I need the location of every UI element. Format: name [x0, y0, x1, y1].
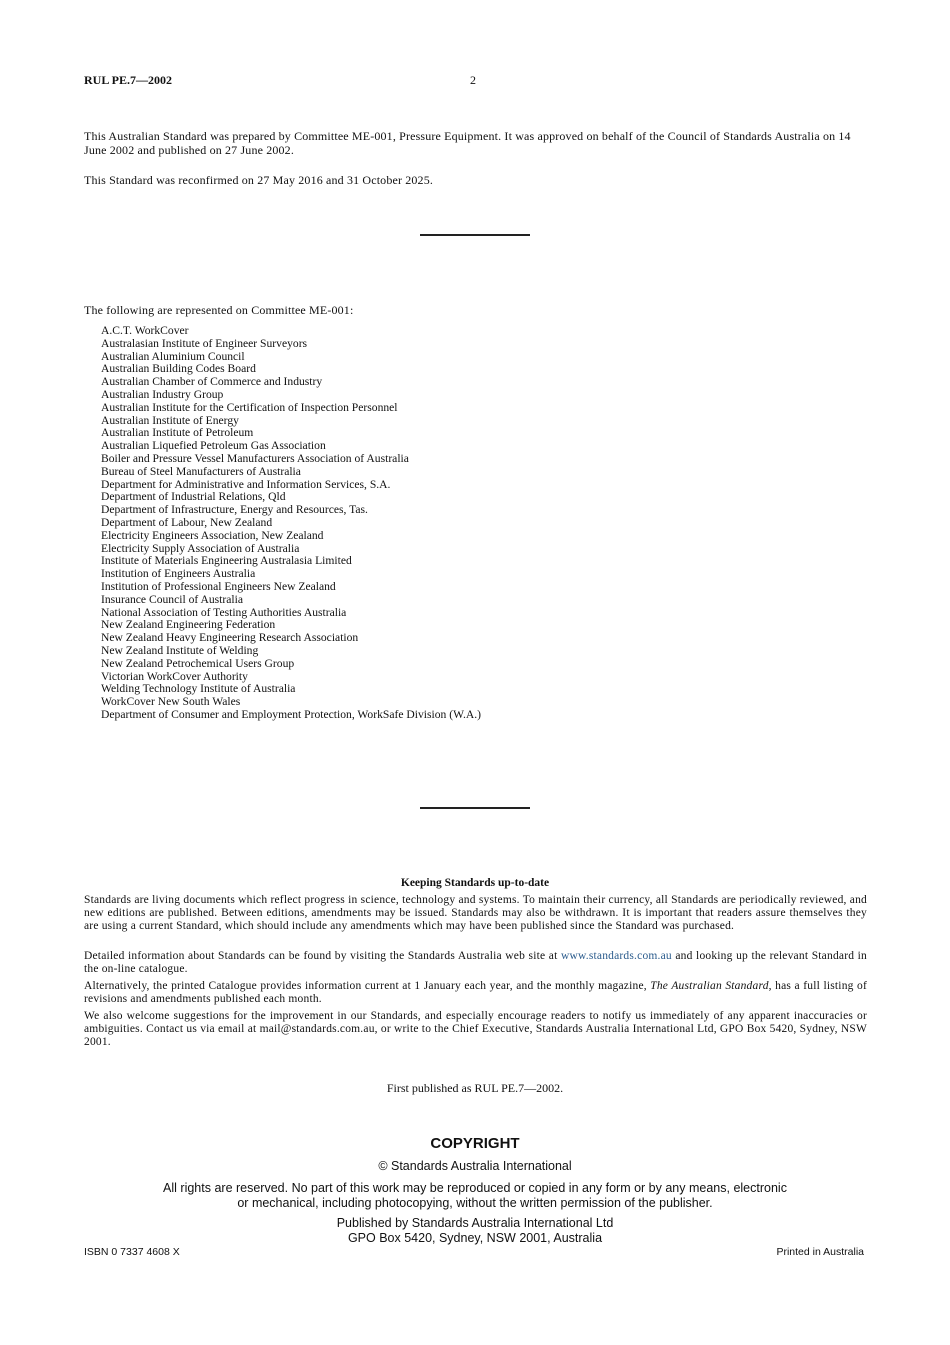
- committee-member: Institution of Professional Engineers New Zealand: [101, 579, 336, 593]
- committee-member: Bureau of Steel Manufacturers of Australia: [101, 464, 301, 478]
- committee-member: Australian Institute of Energy: [101, 413, 239, 427]
- committee-member: Department of Infrastructure, Energy and Resources, Tas.: [101, 503, 368, 517]
- committee-member: New Zealand Heavy Engineering Research Association: [101, 631, 359, 645]
- copyright-title: COPYRIGHT: [430, 1135, 520, 1152]
- committee-member: Australian Liquefied Petroleum Gas Association: [101, 439, 326, 453]
- magazine-title: The Australian Standard: [650, 980, 769, 992]
- keeping-standards-title: Keeping Standards up-to-date: [400, 877, 550, 889]
- committee-member: Australian Industry Group: [101, 387, 224, 401]
- page-number: 2: [470, 73, 476, 87]
- copyright-rights: [0, 1181, 950, 1211]
- committee-member: New Zealand Petrochemical Users Group: [101, 656, 295, 670]
- publisher-line-2: GPO Box 5420, Sydney, NSW 2001, Australia: [347, 1231, 603, 1245]
- committee-member: Welding Technology Institute of Australia: [101, 682, 296, 696]
- copyright-rights-line-1: All rights are reserved. No part of this work may be reproduced or copied in any form or by any means, electronic: [163, 1181, 787, 1195]
- standards-website-link[interactable]: www.standards.com.au: [560, 950, 672, 962]
- committee-member: Australasian Institute of Engineer Surveyors: [101, 336, 308, 350]
- copyright-owner: © Standards Australia International: [378, 1159, 572, 1173]
- publisher-info: [0, 1216, 950, 1246]
- first-published: First published as RUL PE.7—2002.: [386, 1081, 564, 1095]
- committee-member: Australian Chamber of Commerce and Industry: [101, 375, 323, 389]
- publisher-line-1: Published by Standards Australia International Ltd: [336, 1216, 614, 1230]
- committee-member: Institute of Materials Engineering Australasia Limited: [101, 554, 352, 568]
- committee-member: New Zealand Institute of Welding: [101, 643, 259, 657]
- keeping-p2-text: Detailed information about Standards can be found by visiting the Standards Australia web site at: [84, 950, 561, 962]
- committee-member: Australian Aluminium Council: [101, 349, 245, 363]
- isbn: ISBN 0 7337 4608 X: [84, 1246, 180, 1258]
- committee-member: A.C.T. WorkCover: [101, 324, 189, 337]
- committee-member: Electricity Supply Association of Australia: [101, 541, 300, 555]
- reconfirmed-statement: This Standard was reconfirmed on 27 May 2016 and 31 October 2025.: [84, 173, 434, 187]
- committee-member: Australian Building Codes Board: [101, 362, 256, 376]
- copyright-rights-line-2: or mechanical, including photocopying, without the written permission of the publisher.: [237, 1196, 713, 1210]
- keeping-p2-text-end: and looking up the relevant Standard in the on-line catalogue.: [84, 950, 867, 975]
- committee-member: Department of Consumer and Employment Protection, WorkSafe Division (W.A.): [101, 707, 481, 721]
- committee-member: Department of Industrial Relations, Qld: [101, 490, 286, 504]
- committee-member: Insurance Council of Australia: [101, 592, 243, 606]
- printed-in: Printed in Australia: [776, 1246, 864, 1258]
- keeping-p3-text-end: , has a full listing of revisions and amendments published each month.: [84, 980, 867, 1005]
- section-divider: [420, 234, 530, 236]
- committee-member: Department for Administrative and Information Services, S.A.: [101, 477, 391, 491]
- committee-member-list: [101, 325, 481, 722]
- committee-member: National Association of Testing Authorities Australia: [101, 605, 347, 619]
- committee-member: Victorian WorkCover Authority: [101, 669, 248, 683]
- keeping-paragraph-3: [84, 980, 867, 1006]
- committee-member: New Zealand Engineering Federation: [101, 618, 276, 632]
- committee-member: Australian Institute of Petroleum: [101, 426, 254, 440]
- committee-member: Australian Institute for the Certification of Inspection Personnel: [101, 400, 398, 414]
- committee-intro: The following are represented on Committee ME-001:: [84, 303, 354, 317]
- keeping-paragraph-4: We also welcome suggestions for the improvement in our Standards, and especially encourage readers to notify us immediately of any apparent inaccuracies or ambiguities. Contact us via email at mail@standards.com.au, or write to the Chief Executive, Standards Australia International Ltd, GPO Box 5420, Sydney, NSW 2001.: [84, 1010, 867, 1048]
- keeping-p3-text: Alternatively, the printed Catalogue provides information current at 1 January each year, and the monthly magazine,: [84, 980, 651, 992]
- committee-member: WorkCover New South Wales: [101, 695, 241, 709]
- committee-member: Department of Labour, New Zealand: [101, 515, 273, 529]
- document-code: RUL PE.7—2002: [84, 73, 173, 87]
- committee-member: Electricity Engineers Association, New Zealand: [101, 528, 324, 542]
- prepared-statement: This Australian Standard was prepared by Committee ME-001, Pressure Equipment. It was approved on behalf of the Council of Standards Australia on 14 June 2002 and published on 27 June 2002.: [84, 129, 851, 157]
- section-divider: [420, 807, 530, 809]
- keeping-paragraph-2: [84, 950, 867, 976]
- committee-member: Institution of Engineers Australia: [101, 567, 256, 581]
- committee-member: Boiler and Pressure Vessel Manufacturers Association of Australia: [101, 451, 409, 465]
- keeping-paragraph-1: Standards are living documents which reflect progress in science, technology and systems. To maintain their currency, all Standards are periodically reviewed, and new editions are published. Between editions, amendments may be issued. Standards may also be withdrawn. It is important that readers assure themselves they are using a current Standard, which should include any amendments which may have been published since the Standard was purchased.: [84, 894, 867, 932]
